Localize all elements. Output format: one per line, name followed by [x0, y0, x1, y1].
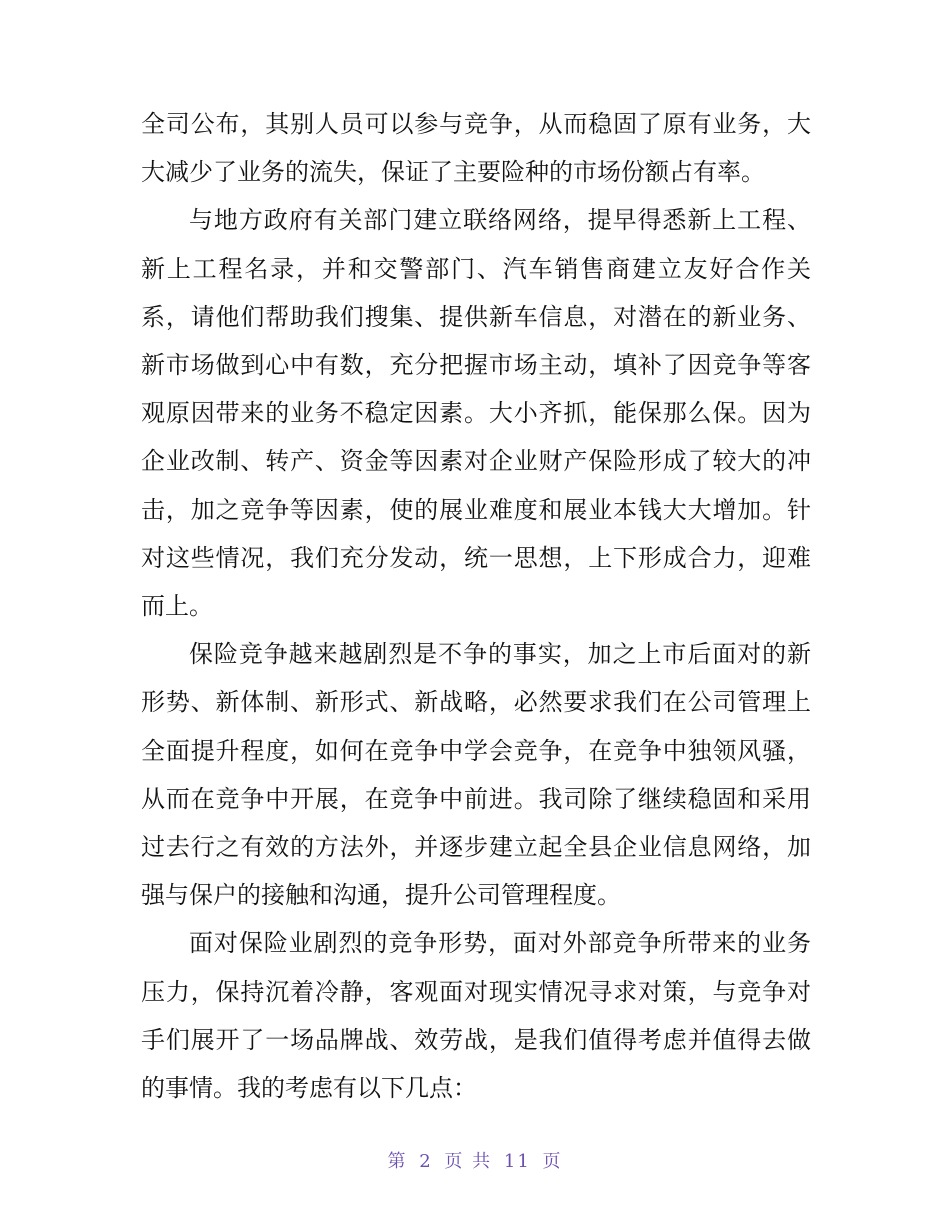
paragraph-1: 全司公布，其别人员可以参与竞争，从而稳固了原有业务，大大减少了业务的流失，保证了主要险种的市场份额占有率。 — [141, 110, 811, 187]
document-body — [141, 100, 811, 1112]
footer-total-pages: 11 — [503, 1151, 531, 1172]
footer-middle: 页 共 — [444, 1151, 493, 1172]
paragraph-3: 保险竞争越来越剧烈是不争的事实，加之上市后面对的新形势、新体制、新形式、新战略，必然要求我们在公司管理上全面提升程度，如何在竞争中学会竞争，在竞争中独领风骚，从而在竞争中开展，在竞争中前进。我司除了继续稳固和采用过去行之有效的方法外，并逐步建立起全县企业信息网络，加强与保户的接触和沟通，提升公司管理程度。 — [141, 640, 811, 910]
footer-prefix: 第 — [387, 1151, 408, 1172]
footer-current-page: 2 — [419, 1151, 433, 1172]
paragraph-4: 面对保险业剧烈的竞争形势，面对外部竞争所带来的业务压力，保持沉着冷静，客观面对现实情况寻求对策，与竞争对手们展开了一场品牌战、效劳战，是我们值得考虑并值得去做的事情。我的考虑有以下几点： — [141, 929, 811, 1103]
page-number-footer — [0, 1150, 950, 1174]
paragraph-2: 与地方政府有关部门建立联络网络，提早得悉新上工程、新上工程名录，并和交警部门、汽车销售商建立友好合作关系，请他们帮助我们搜集、提供新车信息，对潜在的新业务、新市场做到心中有数，充分把握市场主动，填补了因竞争等客观原因带来的业务不稳定因素。大小齐抓，能保那么保。因为企业改制、转产、资金等因素对企业财产保险形成了较大的冲击，加之竞争等因素，使的展业难度和展业本钱大大增加。针对这些情况，我们充分发动，统一思想，上下形成合力，迎难而上。 — [141, 206, 811, 621]
footer-suffix: 页 — [542, 1151, 563, 1172]
